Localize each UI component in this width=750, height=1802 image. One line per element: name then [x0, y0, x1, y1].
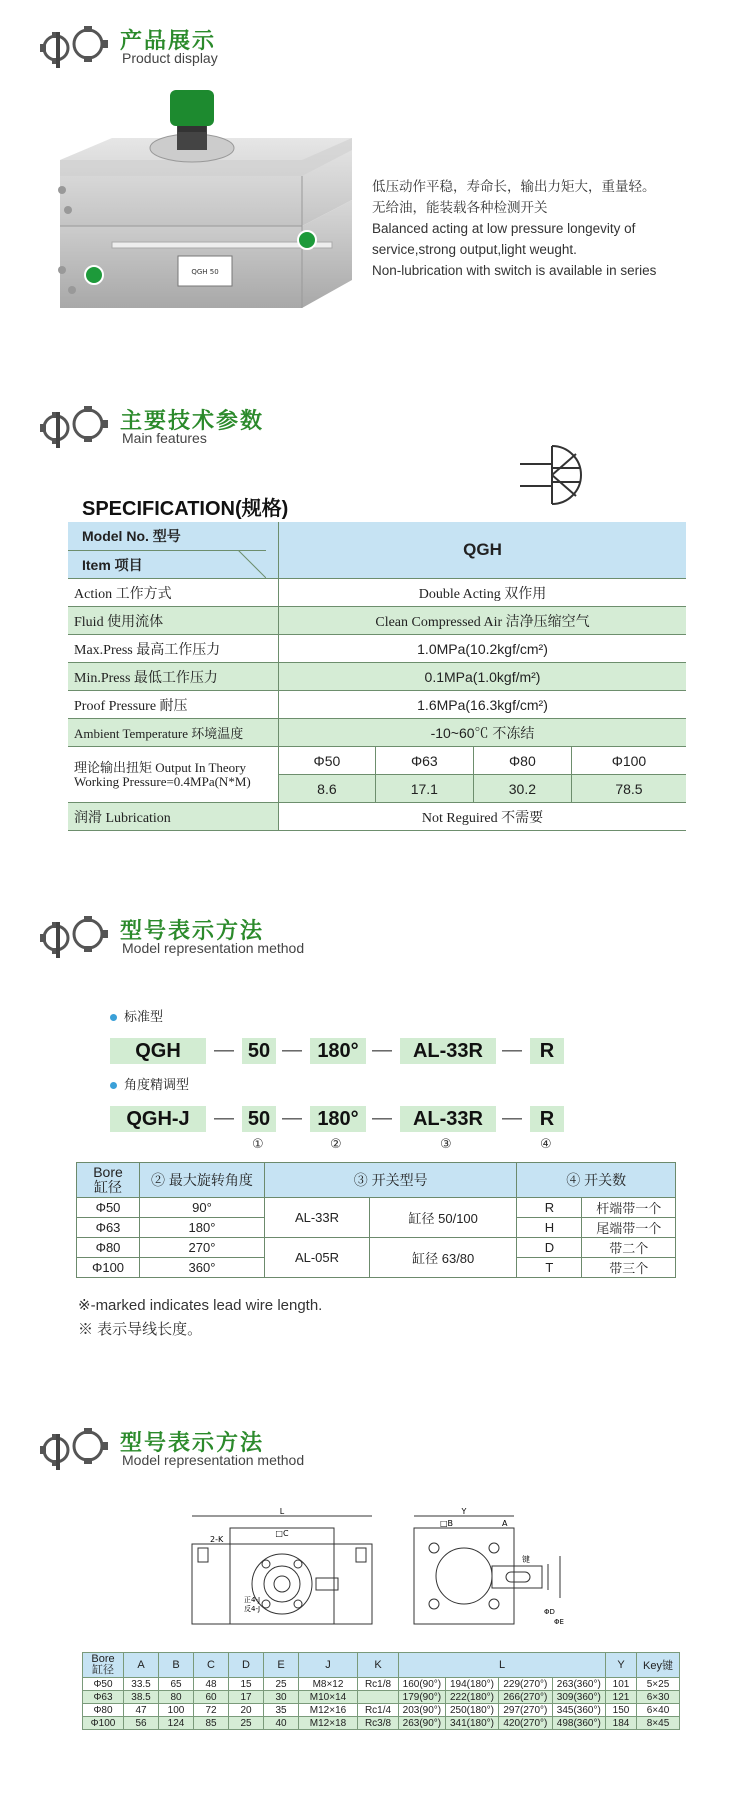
standard-type-label: [110, 1006, 163, 1025]
dim-cell: 15: [229, 1678, 264, 1691]
dim-header: A: [124, 1653, 159, 1678]
side-view-drawing: [410, 1506, 570, 1632]
model-switch-type: AL-05R: [265, 1238, 370, 1278]
torque-value: 78.5: [571, 775, 686, 803]
diagonal-divider: [238, 550, 266, 578]
dim-cell: 60: [194, 1691, 229, 1704]
spec-row-value: Not Reguired 不需要: [279, 803, 687, 831]
dim-cell: [358, 1691, 399, 1704]
product-desc-line: service,strong output,light weught.: [372, 242, 577, 257]
dim-cell: 160(90°): [399, 1678, 446, 1691]
model-angle: 360°: [140, 1258, 265, 1278]
model-count-desc: 带三个: [582, 1258, 676, 1278]
code-dash: —: [214, 1107, 234, 1129]
dim-cell: Rc1/4: [358, 1704, 399, 1717]
code-dash: —: [502, 1107, 522, 1129]
dim-cell: 65: [159, 1678, 194, 1691]
model-header-count: ④ 开关数: [517, 1163, 676, 1198]
spec-header-row: [68, 522, 686, 579]
dim-cell: 222(180°): [445, 1691, 498, 1704]
product-label-text: QGH 50: [191, 268, 219, 276]
code-part-count: R: [530, 1038, 564, 1064]
standard-type-text: 标准型: [124, 1010, 164, 1025]
spec-row: [68, 663, 686, 691]
dim-cell: 35: [264, 1704, 299, 1717]
dim-cell: 38.5: [124, 1691, 159, 1704]
product-desc-line: Balanced acting at low pressure longevity of: [372, 221, 636, 236]
spec-row-value: 1.6MPa(16.3kgf/cm²): [279, 691, 687, 719]
dim-cell: 266(270°): [499, 1691, 552, 1704]
dim-cell: M10×14: [299, 1691, 358, 1704]
model-header-bore-cn: 缸径: [94, 1179, 122, 1195]
spec-row: [68, 607, 686, 635]
dim-row: [83, 1717, 680, 1730]
model-bore: Φ80: [77, 1238, 140, 1258]
torque-bore: Φ50: [279, 747, 376, 775]
section-header-model: [36, 910, 376, 962]
spec-row: [68, 691, 686, 719]
dim-cell: 309(360°): [552, 1691, 605, 1704]
spec-row-value: Double Acting 双作用: [279, 579, 687, 607]
code-dash: —: [372, 1039, 392, 1061]
code-dash: —: [214, 1039, 234, 1061]
dim-header-bore-cn: 缸径: [92, 1664, 114, 1676]
gear-logo-icon: [36, 20, 112, 72]
model-angle: 270°: [140, 1238, 265, 1258]
code-part-bore: 50: [242, 1106, 276, 1132]
product-desc-line: 无给油，能装载各种检测开关: [372, 200, 548, 215]
torque-bore: Φ100: [571, 747, 686, 775]
dim-row: [83, 1678, 680, 1691]
spec-table: [68, 522, 686, 831]
dim-cell: 345(360°): [552, 1704, 605, 1717]
code-dash: —: [282, 1107, 302, 1129]
dim-cell: 179(90°): [399, 1691, 446, 1704]
dim-cell: 20: [229, 1704, 264, 1717]
dimension-table: [82, 1652, 680, 1730]
dim-cell: 30: [264, 1691, 299, 1704]
dim-header: D: [229, 1653, 264, 1678]
spec-row: [68, 635, 686, 663]
dim-cell: Rc3/8: [358, 1717, 399, 1730]
model-switch-bore: 缸径 50/100: [370, 1198, 517, 1238]
bullet-dot-icon: [110, 1014, 117, 1021]
dim-cell: Φ50: [83, 1678, 124, 1691]
code-part-angle: 180°: [310, 1038, 366, 1064]
dim-cell: 121: [606, 1691, 637, 1704]
section-title: 型号表示方法: [120, 1431, 265, 1456]
dim-cell: Φ100: [83, 1717, 124, 1730]
lead-wire-note-en: ※-marked indicates lead wire length.: [78, 1297, 323, 1314]
dim-cell: 48: [194, 1678, 229, 1691]
spec-row-label: Proof Pressure 耐压: [68, 691, 279, 719]
model-angle: 90°: [140, 1198, 265, 1218]
spec-row-value: 1.0MPa(10.2kgf/cm²): [279, 635, 687, 663]
torque-label: 理论输出扭矩 Output In Theory: [74, 759, 246, 775]
dim-cell: Φ63: [83, 1691, 124, 1704]
dim-label-A: A: [502, 1519, 508, 1528]
torque-value: 17.1: [375, 775, 473, 803]
dim-row: [83, 1691, 680, 1704]
dim-cell: 100: [159, 1704, 194, 1717]
product-description: [372, 176, 656, 281]
dim-cell: 229(270°): [499, 1678, 552, 1691]
code-dash: —: [282, 1039, 302, 1061]
model-header-switch: ③ 开关型号: [265, 1163, 517, 1198]
dim-cell: 263(360°): [552, 1678, 605, 1691]
dim-cell: 498(360°): [552, 1717, 605, 1730]
dim-cell: 25: [264, 1678, 299, 1691]
spec-row-value: Clean Compressed Air 洁净压缩空气: [279, 607, 687, 635]
dim-header: L: [399, 1653, 606, 1678]
dim-cell: 184: [606, 1717, 637, 1730]
section-header-dimensions: [36, 1422, 376, 1474]
dim-cell: 85: [194, 1717, 229, 1730]
spec-row: [68, 803, 686, 831]
dim-cell: 6×40: [637, 1704, 680, 1717]
dim-cell: 80: [159, 1691, 194, 1704]
dim-header: C: [194, 1653, 229, 1678]
dim-label-C: □C: [275, 1529, 289, 1538]
model-table-row: [77, 1238, 676, 1258]
product-desc-line: 低压动作平稳，寿命长，输出力矩大，重量轻。: [372, 179, 656, 194]
part-number-marker: ③: [440, 1137, 452, 1152]
section-header-product: [36, 20, 376, 72]
model-bore: Φ63: [77, 1218, 140, 1238]
model-header-bore-en: Bore: [93, 1164, 123, 1180]
model-bore: Φ100: [77, 1258, 140, 1278]
spec-row-label: Action 工作方式: [68, 579, 279, 607]
spec-row-label: Fluid 使用流体: [68, 607, 279, 635]
model-count-code: T: [517, 1258, 582, 1278]
part-number-marker: ④: [540, 1137, 552, 1152]
part-number-marker: ②: [330, 1137, 342, 1152]
model-switch-type: AL-33R: [265, 1198, 370, 1238]
dim-label-L: L: [279, 1507, 285, 1516]
dim-cell: 194(180°): [445, 1678, 498, 1691]
torque-value: 30.2: [473, 775, 571, 803]
spec-row-value: 0.1MPa(1.0kgf/m²): [279, 663, 687, 691]
model-header-bore: [77, 1163, 140, 1198]
dim-header: J: [299, 1653, 358, 1678]
dim-header: B: [159, 1653, 194, 1678]
front-view-drawing: [186, 1506, 380, 1632]
model-switch-bore: 缸径 63/80: [370, 1238, 517, 1278]
actuator-symbol-icon: [514, 440, 594, 510]
dim-cell: 101: [606, 1678, 637, 1691]
section-title: 主要技术参数: [120, 409, 265, 434]
dim-label-D: ΦD: [544, 1608, 555, 1616]
torque-bore: Φ80: [473, 747, 571, 775]
gear-logo-icon: [36, 400, 112, 452]
model-option-table: [76, 1162, 676, 1278]
dim-table-header: [83, 1653, 680, 1678]
code-part-type: QGH: [110, 1038, 206, 1064]
dim-cell: 40: [264, 1717, 299, 1730]
code-dash: —: [502, 1039, 522, 1061]
dim-header-bore: [83, 1653, 124, 1678]
spec-header-value: QGH: [279, 522, 687, 579]
section-subtitle: Product display: [122, 50, 218, 66]
section-subtitle: Model representation method: [122, 1452, 305, 1468]
dim-label-K: 2-K: [210, 1535, 224, 1544]
dim-header: K: [358, 1653, 399, 1678]
dim-cell: Rc1/8: [358, 1678, 399, 1691]
code-part-count: R: [530, 1106, 564, 1132]
dim-cell: M8×12: [299, 1678, 358, 1691]
gear-logo-icon: [36, 910, 112, 962]
dim-cell: 297(270°): [499, 1704, 552, 1717]
torque-bore-row: [68, 747, 686, 775]
section-title: 产品展示: [120, 29, 217, 54]
gear-logo-icon: [36, 1422, 112, 1474]
fine-type-label: [110, 1074, 189, 1093]
dim-label-J1: 正4-J: [244, 1596, 261, 1604]
section-subtitle: Main features: [122, 430, 207, 446]
fine-type-text: 角度精调型: [124, 1078, 190, 1093]
spec-title: SPECIFICATION(规格): [82, 498, 289, 520]
dim-label-J2: 反4-J: [244, 1605, 261, 1613]
dim-cell: 72: [194, 1704, 229, 1717]
dim-cell: 17: [229, 1691, 264, 1704]
torque-label: Working Pressure=0.4MPa(N*M): [74, 773, 251, 789]
section-subtitle: Model representation method: [122, 940, 305, 956]
dim-cell: 6×30: [637, 1691, 680, 1704]
dim-cell: 8×45: [637, 1717, 680, 1730]
dim-cell: 250(180°): [445, 1704, 498, 1717]
dim-header: E: [264, 1653, 299, 1678]
model-count-desc: 杆端带一个: [582, 1198, 676, 1218]
code-part-switch: AL-33R: [400, 1106, 496, 1132]
dim-header: Key键: [637, 1653, 680, 1678]
code-part-bore: 50: [242, 1038, 276, 1064]
dim-cell: 5×25: [637, 1678, 680, 1691]
dim-cell: 25: [229, 1717, 264, 1730]
spec-header-cell: [68, 522, 279, 579]
part-number-marker: ①: [252, 1137, 264, 1152]
spec-row-label: Max.Press 最高工作压力: [68, 635, 279, 663]
model-table-row: [77, 1198, 676, 1218]
dim-cell: 56: [124, 1717, 159, 1730]
model-count-code: R: [517, 1198, 582, 1218]
model-count-desc: 带二个: [582, 1238, 676, 1258]
dim-cell: 150: [606, 1704, 637, 1717]
lead-wire-note-cn: ※ 表示导线长度。: [78, 1321, 203, 1338]
code-part-angle: 180°: [310, 1106, 366, 1132]
dim-cell: 263(90°): [399, 1717, 446, 1730]
dim-header: Y: [606, 1653, 637, 1678]
dim-header-bore-en: Bore: [91, 1653, 115, 1665]
spec-row: [68, 579, 686, 607]
dim-cell: 47: [124, 1704, 159, 1717]
code-dash: —: [372, 1107, 392, 1129]
dim-cell: 124: [159, 1717, 194, 1730]
dim-row: [83, 1704, 680, 1717]
torque-value: 8.6: [279, 775, 376, 803]
model-angle: 180°: [140, 1218, 265, 1238]
code-part-type: QGH-J: [110, 1106, 206, 1132]
spec-header-model: Model No. 型号: [82, 528, 181, 544]
dim-cell: M12×18: [299, 1717, 358, 1730]
product-actuator-image: [52, 90, 362, 340]
model-count-code: D: [517, 1238, 582, 1258]
dim-cell: M12×16: [299, 1704, 358, 1717]
dim-cell: 420(270°): [499, 1717, 552, 1730]
model-count-desc: 尾端带一个: [582, 1218, 676, 1238]
dim-label-key: 键: [522, 1555, 530, 1564]
spec-row-label: 润滑 Lubrication: [68, 803, 279, 831]
model-table-header: [77, 1163, 676, 1198]
product-desc-line: Non-lubrication with switch is available in series: [372, 263, 657, 278]
dim-cell: 33.5: [124, 1678, 159, 1691]
torque-label-cell: [68, 747, 279, 803]
torque-bore: Φ63: [375, 747, 473, 775]
spec-row-label: Min.Press 最低工作压力: [68, 663, 279, 691]
spec-header-item: Item 项目: [82, 557, 143, 573]
spec-row: [68, 719, 686, 747]
code-part-switch: AL-33R: [400, 1038, 496, 1064]
model-count-code: H: [517, 1218, 582, 1238]
dim-cell: Φ80: [83, 1704, 124, 1717]
dim-label-E: ΦE: [554, 1618, 564, 1626]
dim-cell: 341(180°): [445, 1717, 498, 1730]
bullet-dot-icon: [110, 1082, 117, 1089]
model-header-angle: ② 最大旋转角度: [140, 1163, 265, 1198]
dim-label-B: □B: [440, 1519, 454, 1528]
section-title: 型号表示方法: [120, 919, 265, 944]
section-header-features: [36, 400, 376, 452]
spec-row-label: Ambient Temperature 环境温度: [68, 719, 279, 747]
dim-cell: 203(90°): [399, 1704, 446, 1717]
spec-row-value: -10~60℃ 不冻结: [279, 719, 687, 747]
dim-label-Y: Y: [461, 1507, 467, 1516]
model-bore: Φ50: [77, 1198, 140, 1218]
